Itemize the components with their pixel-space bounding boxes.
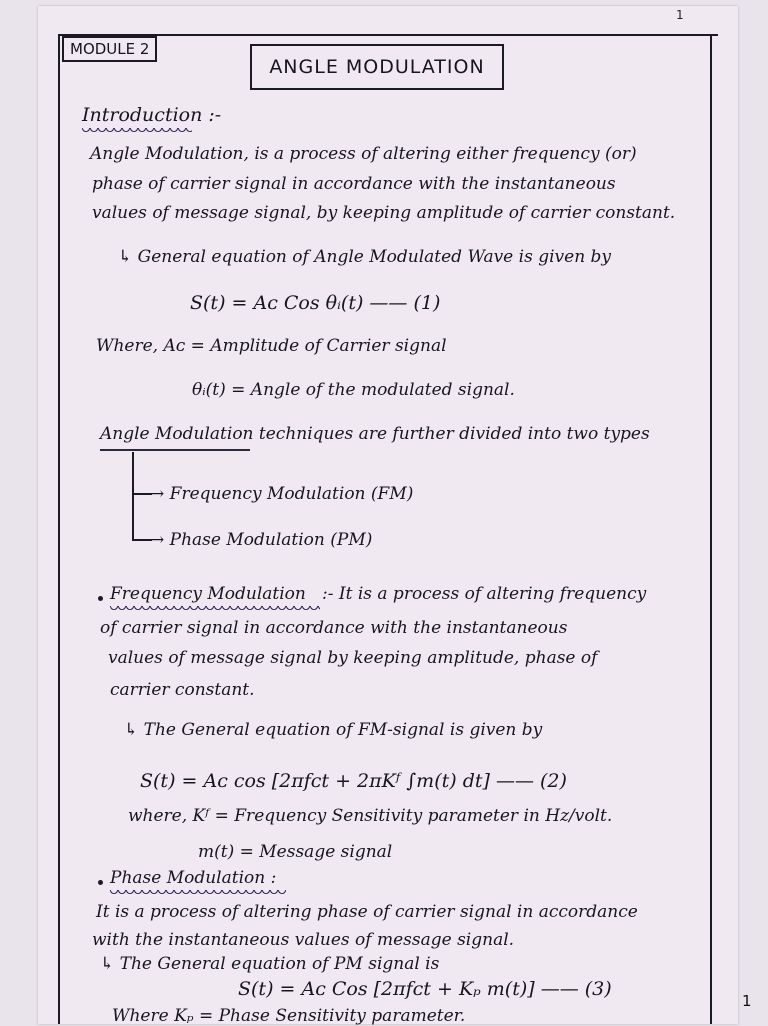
pm-heading-underline	[110, 890, 286, 898]
pm-heading: Phase Modulation :	[110, 868, 277, 888]
where-ac: Where, Aᴄ = Amplitude of Carrier signal	[96, 336, 447, 356]
page-number-corner: 1	[742, 992, 752, 1010]
tree-branch-pm	[132, 539, 152, 541]
equation-3: S(t) = Aᴄ Cos [2πfᴄt + Kₚ m(t)] —— (3)	[238, 978, 612, 1000]
fm-line-4: carrier constant.	[110, 680, 255, 700]
fm-heading-underline	[110, 606, 320, 614]
types-intro-rest: techniques are further divided into two types	[253, 424, 650, 444]
pm-bullet	[98, 880, 103, 885]
fm-eq-intro: ↳ The General equation of FM-signal is given by	[124, 720, 543, 740]
fm-heading: Frequency Modulation	[110, 584, 306, 604]
pm-line-1: It is a process of altering phase of carrier signal in accordance	[96, 902, 638, 922]
page-title	[250, 44, 504, 90]
intro-underline	[82, 128, 192, 136]
where-kp: Where Kₚ = Phase Sensitivity parameter.	[112, 1006, 466, 1026]
types-term-underline	[100, 449, 250, 451]
general-eq-intro: ↳ General equation of Angle Modulated Wave is given by	[118, 247, 612, 267]
pm-line-2: with the instantaneous values of message signal.	[92, 930, 515, 950]
equation-1: S(t) = Aᴄ Cos θᵢ(t) —— (1)	[190, 292, 441, 314]
margin-line-left	[58, 34, 60, 1024]
where-mt: m(t) = Message signal	[198, 842, 393, 862]
fm-bullet	[98, 596, 103, 601]
fm-line-1: :- It is a process of altering frequency	[322, 584, 647, 604]
intro-line-1: Angle Modulation, is a process of altering either frequency (or)	[90, 144, 637, 164]
page-title-text: ANGLE MODULATION	[269, 56, 485, 78]
tree-branch-vertical	[132, 452, 134, 540]
where-kf: where, Kᶠ = Frequency Sensitivity parameter in Hz/volt.	[128, 806, 613, 826]
intro-line-3: values of message signal, by keeping amplitude of carrier constant.	[92, 203, 676, 223]
tree-branch-fm	[132, 493, 152, 495]
type-fm: → Frequency Modulation (FM)	[150, 484, 414, 504]
intro-line-2: phase of carrier signal in accordance with the instantaneous	[92, 174, 616, 194]
where-theta: θᵢ(t) = Angle of the modulated signal.	[192, 380, 515, 400]
types-intro	[100, 424, 650, 444]
fm-line-3: values of message signal by keeping amplitude, phase of	[108, 648, 598, 668]
module-label: MODULE 2	[62, 36, 157, 62]
fm-line-2: of carrier signal in accordance with the instantaneous	[100, 618, 568, 638]
pm-eq-intro: ↳ The General equation of PM signal is	[100, 954, 440, 974]
type-pm: → Phase Modulation (PM)	[150, 530, 373, 550]
types-intro-term: Angle Modulation	[100, 424, 254, 444]
equation-2: S(t) = Aᴄ cos [2πfᴄt + 2πKᶠ ∫m(t) dt] —— (2)	[140, 770, 567, 792]
margin-line-right	[710, 34, 712, 1024]
page-number-top: 1	[676, 8, 684, 22]
intro-heading: Introduction :-	[82, 104, 222, 126]
